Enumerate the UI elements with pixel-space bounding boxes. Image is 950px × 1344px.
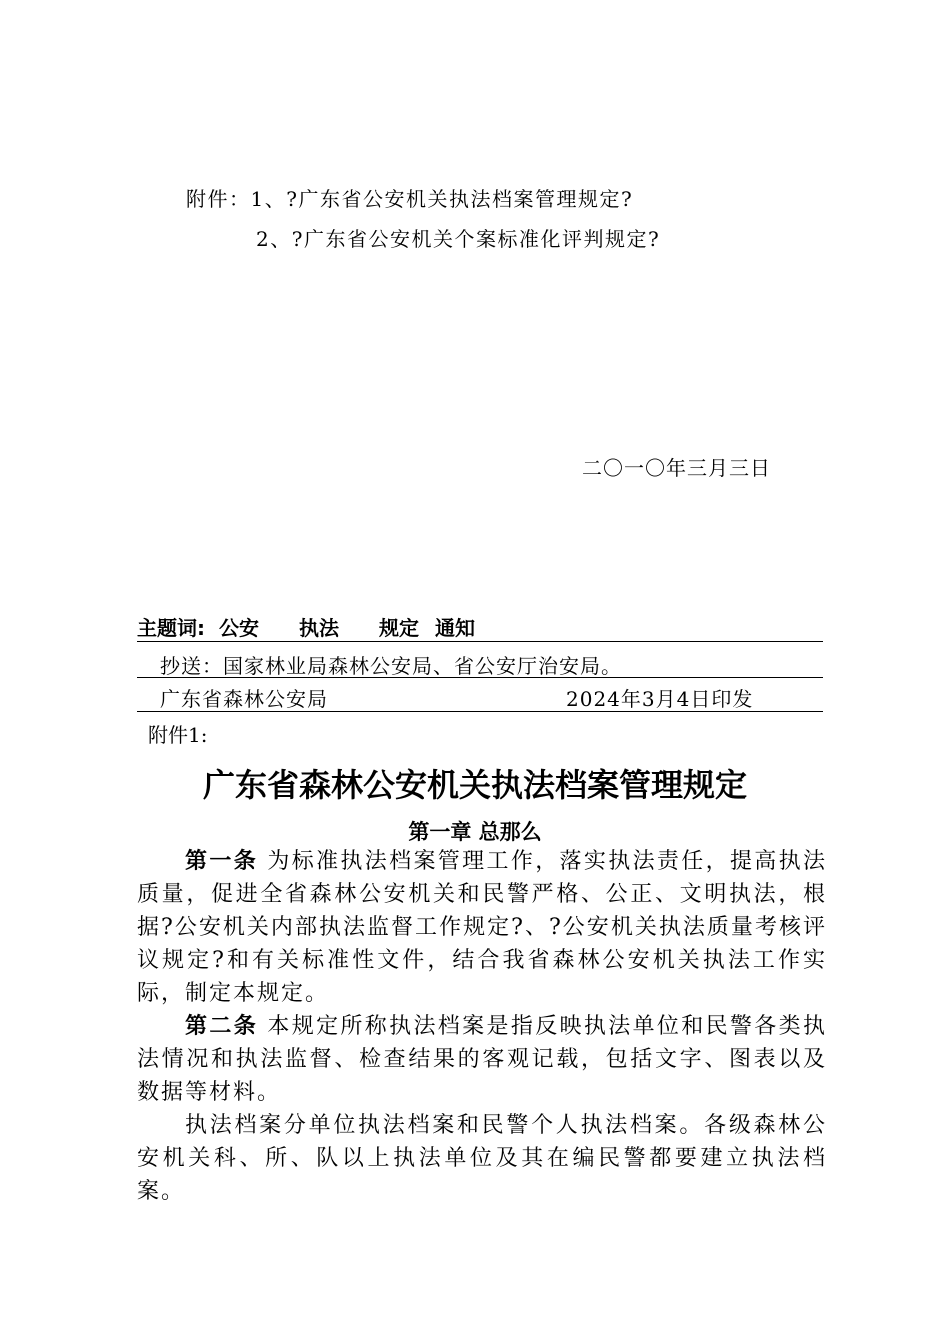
attachment-line-1 [186,183,633,212]
cc-line: 抄送：国家林业局森林公安局、省公安厅治安局。 [160,654,622,678]
keywords-label: 主题词: [137,616,205,640]
keyword: 通知 [435,616,475,640]
document-title: 广东省森林公安机关执法档案管理规定 [202,766,747,804]
keyword: 规定 [379,616,419,640]
attachment-1-label: 附件1: [148,723,208,747]
paragraph-3: 执法档案分单位执法档案和民警个人执法档案。各级森林公安机关科、所、队以上执法单位及其在编民警都要建立执法档案。 [137,1113,827,1204]
issue-date: 二〇一〇年三月三日 [582,456,771,480]
subject-keywords [137,612,475,641]
printing-organization: 广东省森林公安局 [160,687,328,711]
article-1 [137,845,827,1010]
print-date: 2024年3月4日印发 [566,687,754,711]
divider [137,711,823,712]
article-2 [137,1010,827,1109]
divider [137,641,823,642]
divider [137,677,823,678]
article-1-lead: 第一条 [185,849,259,874]
attachment-item-1: 1、?广东省公安机关执法档案管理规定? [250,187,634,211]
keyword: 公安 [219,616,259,640]
attachment-item-2: 2、?广东省公安机关个案标准化评判规定? [256,227,661,251]
article-1-text: 为标准执法档案管理工作，落实执法责任，提高执法质量，促进全省森林公安机关和民警严格、公正、文明执法，根据?公安机关内部执法监督工作规定?、?公安机关执法质量考核评议规定?和有关标准性文件，结合我省森林公安机关执法工作实际，制定本规定。 [137,849,827,1006]
article-2-text: 本规定所称执法档案是指反映执法单位和民警各类执法情况和执法监督、检查结果的客观记载，包括文字、图表以及数据等材料。 [137,1014,827,1105]
keyword: 执法 [299,616,339,640]
article-2-lead: 第二条 [185,1014,259,1039]
attachment-prefix: 附件： [186,187,251,211]
chapter-title: 第一章 总那么 [408,820,542,844]
